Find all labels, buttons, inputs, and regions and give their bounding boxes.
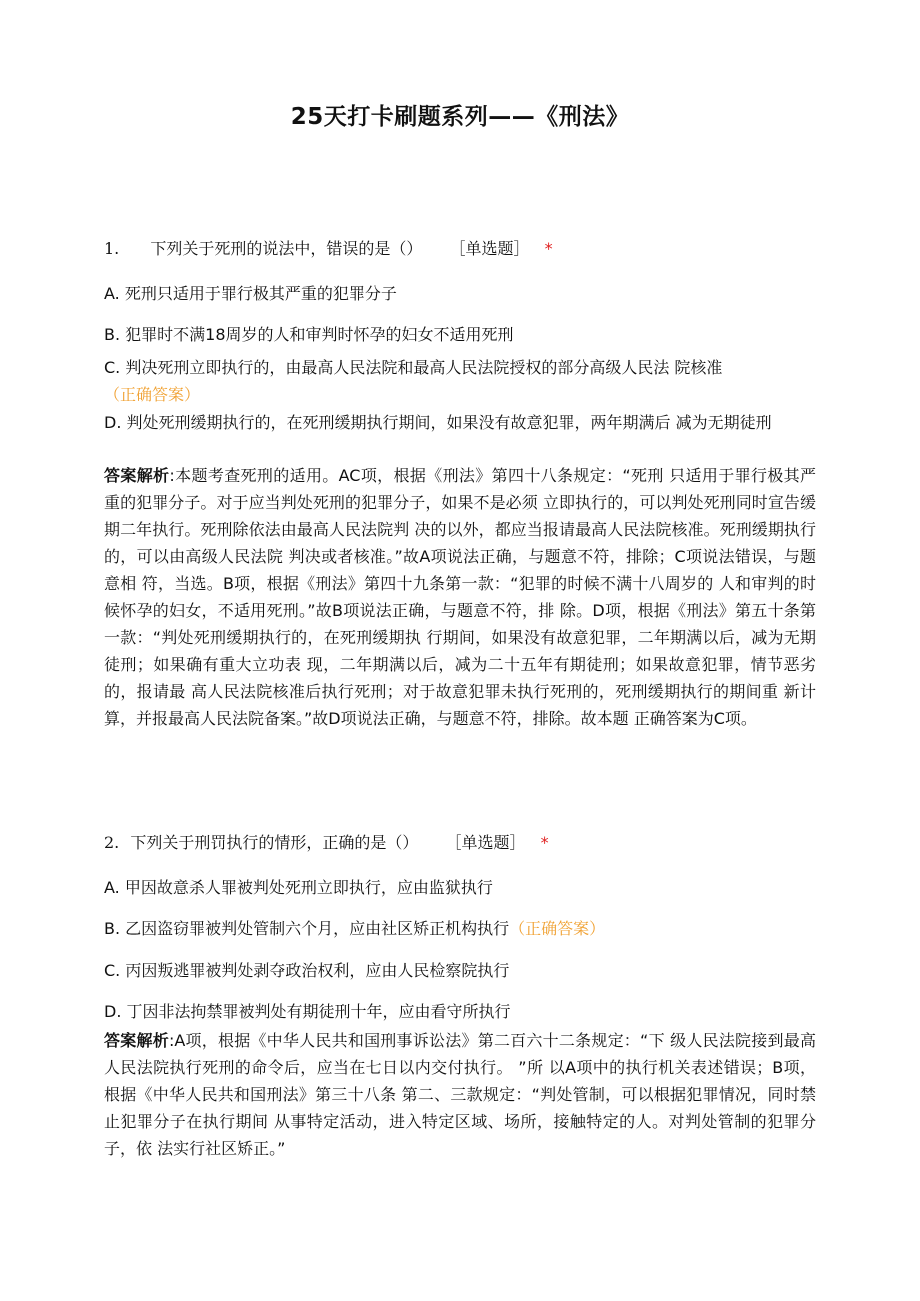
option-label: D. 丁因非法拘禁罪被判处有期徒刑十年，应由看守所执行 [104,1002,511,1021]
required-mark: * [540,833,549,852]
option-label: D. 判处死刑缓期执行的，在死刑缓期执行期间，如果没有故意犯罪，两年期满后 减为无期徒刑 [104,413,772,432]
answer-analysis [104,1027,816,1162]
question-text: 下列关于死刑的说法中，错误的是（） [150,239,423,258]
option-label: B. 乙因盗窃罪被判处管制六个月，应由社区矫正机构执行 [104,919,510,938]
analysis-label: 答案解析 [104,1031,169,1050]
option-c[interactable] [104,354,816,408]
question-2-header [104,830,549,853]
required-mark: * [544,239,553,258]
option-a[interactable] [104,874,816,901]
option-label: C. 判决死刑立即执行的，由最高人民法院和最高人民法院授权的部分高级人民法 院核准 [104,358,723,377]
question-type-label: ［单选题］ [449,239,530,258]
question-type-label: ［单选题］ [445,833,526,852]
option-label: B. 犯罪时不满18周岁的人和审判时怀孕的妇女不适用死刑 [104,325,514,344]
option-label: C. 丙因叛逃罪被判处剥夺政治权利，应由人民检察院执行 [104,961,510,980]
question-number: 2. [104,833,120,852]
question-1-header [104,236,553,259]
analysis-text: :A项，根据《中华人民共和国刑事诉讼法》第二百六十二条规定：“下 级人民法院接到最高人民法院执行死刑的命令后，应当在七日以内交付执行。 ”所 以A项中的执行机关表述错误；B项，根据《中华人民共和国刑法》第三十八条 第二、三款规定：“判处管制，可以根据犯罪情况，同时禁止犯罪分子在执行期间 从事特定活动，进入特定区域、场所，接触特定的人。对判处管制的犯罪分子，依 法实行社区矫正。” [104,1031,816,1158]
question-text: 下列关于刑罚执行的情形，正确的是（） [130,833,419,852]
option-b[interactable] [104,915,816,942]
answer-analysis [104,462,816,732]
option-c[interactable] [104,957,816,984]
option-d[interactable] [104,409,816,436]
correct-answer-tag: （正确答案） [104,385,201,404]
question-number: 1. [104,239,120,258]
analysis-label: 答案解析 [104,466,170,485]
option-d[interactable] [104,998,816,1025]
option-b[interactable] [104,321,816,348]
analysis-text: :本题考查死刑的适用。AC项，根据《刑法》第四十八条规定：“死刑 只适用于罪行极其严重的犯罪分子。对于应当判处死刑的犯罪分子，如果不是必须 立即执行的，可以判处死刑同时宣告缓期二年执行。死刑除依法由最高人民法院判 决的以外，都应当报请最高人民法院核准。死刑缓期执行的，可以由高级人民法院 判决或者核准。”故A项说法正确，与题意不符，排除；C项说法错误，与题意相 符，当选。B项，根据《刑法》第四十九条第一款：“犯罪的时候不满十八周岁的 人和审判的时候怀孕的妇女，不适用死刑。”故B项说法正确，与题意不符，排 除。D项，根据《刑法》第五十条第一款：“判处死刑缓期执行的，在死刑缓期执 行期间，如果没有故意犯罪，二年期满以后，减为无期徒刑；如果确有重大立功表 现，二年期满以后，减为二十五年有期徒刑；如果故意犯罪，情节恶劣的，报请最 高人民法院核准后执行死刑；对于故意犯罪未执行死刑的，死刑缓期执行的期间重 新计算，并报最高人民法院备案。”故D项说法正确，与题意不符，排除。故本题 正确答案为C项。 [104,466,816,728]
option-label: A. 甲因故意杀人罪被判处死刑立即执行，应由监狱执行 [104,878,493,897]
correct-answer-tag: （正确答案） [509,919,606,938]
option-label: A. 死刑只适用于罪行极其严重的犯罪分子 [104,284,397,303]
page-title: 25天打卡刷题系列——《刑法》 [290,104,630,130]
option-a[interactable] [104,280,816,307]
